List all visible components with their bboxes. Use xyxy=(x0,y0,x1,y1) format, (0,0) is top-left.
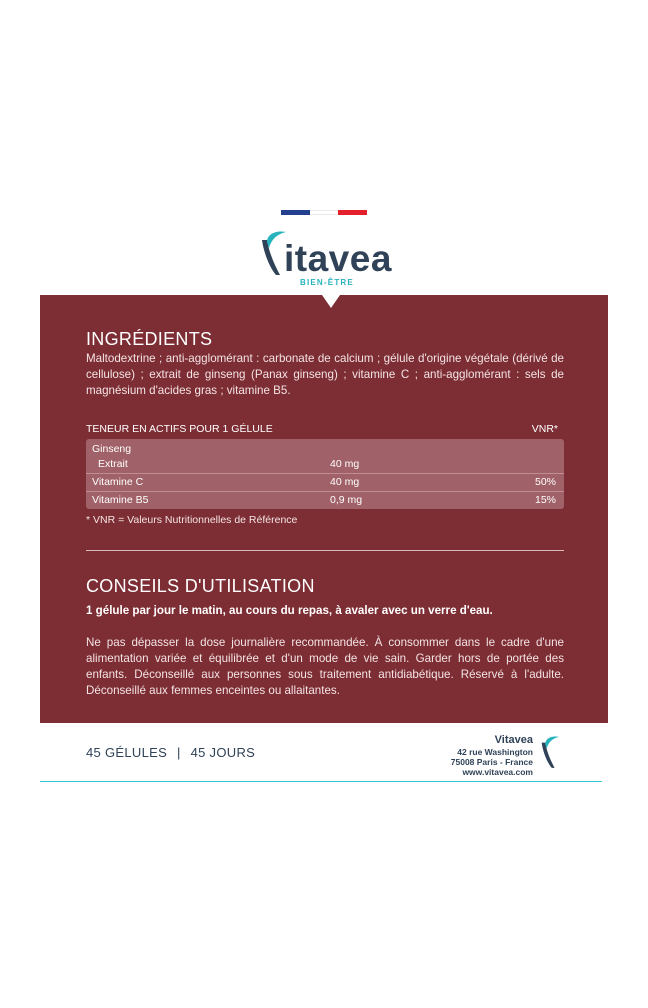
row-vnr: 50% xyxy=(534,476,556,488)
duration: 45 JOURS xyxy=(190,745,256,760)
bottom-accent-line xyxy=(40,781,602,782)
package-info xyxy=(86,745,255,760)
row-name: Ginseng xyxy=(92,443,132,455)
address-city: 75008 Paris - France xyxy=(450,757,533,767)
table-divider xyxy=(86,473,564,474)
ingredients-title: INGRÉDIENTS xyxy=(86,329,213,349)
website-link[interactable]: www.vitavea.com xyxy=(462,767,533,777)
actives-table xyxy=(86,439,564,509)
row-amount: 40 mg xyxy=(330,476,360,488)
flag-white-stripe xyxy=(310,210,339,215)
company-address xyxy=(451,734,533,777)
logo-wordmark: itavea xyxy=(284,238,392,279)
dosage-text: 1 gélule par jour le matin, au cours du repas, à avaler avec un verre d'eau. xyxy=(86,604,493,617)
row-amount: 0,9 mg xyxy=(330,494,363,506)
panel-notch xyxy=(322,295,340,308)
row-subname: Extrait xyxy=(98,458,128,470)
table-header-label: TENEUR EN ACTIFS POUR 1 GÉLULE xyxy=(86,423,273,435)
row-name: Vitamine C xyxy=(92,476,144,488)
table-header-vnr: VNR* xyxy=(531,423,558,435)
vitavea-logo xyxy=(258,228,398,290)
row-name: Vitamine B5 xyxy=(92,494,149,506)
vnr-footnote: * VNR = Valeurs Nutritionnelles de Référence xyxy=(86,514,298,526)
section-divider xyxy=(86,550,564,551)
flag-blue-stripe xyxy=(281,210,310,215)
row-vnr: 15% xyxy=(534,494,556,506)
capsule-count: 45 GÉLULES xyxy=(86,745,168,760)
separator: | xyxy=(176,745,181,760)
conseils-title: CONSEILS D'UTILISATION xyxy=(86,576,315,596)
flag-red-stripe xyxy=(338,210,367,215)
french-flag xyxy=(281,210,367,215)
leaf-v-small-icon xyxy=(538,734,564,770)
row-amount: 40 mg xyxy=(330,458,360,470)
warnings-text: Ne pas dépasser la dose journalière recommandée. À consommer dans le cadre d'une alimentation variée et équilibrée et d'un mode de vie sain. Garder hors de portée des enfants. Déconseillé aux personnes sous traitement antidiabétique. Réservé à l'adulte. Déconseillé aux femmes enceintes ou allaitantes. xyxy=(86,636,564,697)
table-divider xyxy=(86,491,564,492)
ingredients-text: Maltodextrine ; anti-agglomérant : carbonate de calcium ; gélule d'origine végétale (dérivé de cellulose) ; extrait de ginseng (Panax ginseng) ; vitamine C ; anti-agglomérant : sels de magnésium d'acides gras ; vitamine B5. xyxy=(86,352,564,397)
info-panel xyxy=(40,295,608,723)
logo-tagline: BIEN-ÊTRE xyxy=(300,278,354,287)
company-name: Vitavea xyxy=(494,734,533,746)
table-header xyxy=(86,423,564,435)
address-street: 42 rue Washington xyxy=(457,747,533,757)
